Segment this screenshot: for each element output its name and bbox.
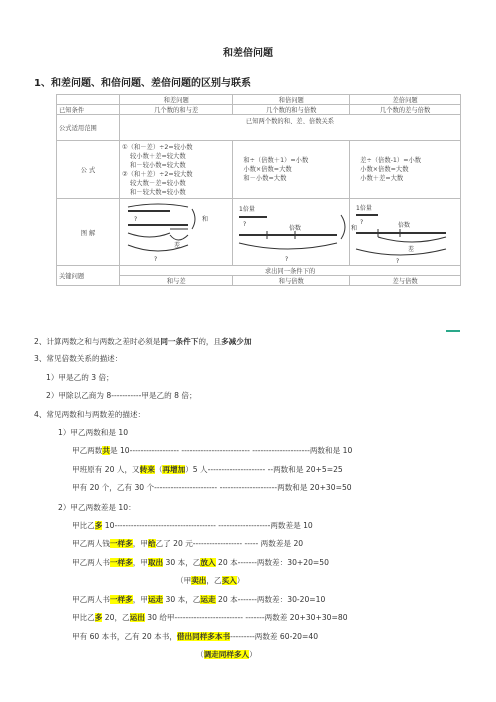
- highlight-text: 调走同样多人: [203, 650, 250, 659]
- text-span: （: [196, 650, 204, 659]
- text-span: 甲乙两人钱: [72, 539, 110, 548]
- header-hebei: 和倍问题: [233, 95, 350, 105]
- text-span: 30 给甲------------------------- -------两数差 20+30+30=80: [144, 613, 348, 622]
- header-chabei: 差倍问题: [350, 95, 461, 105]
- text-span: （: [154, 465, 163, 474]
- formula-chabei: [350, 141, 461, 199]
- bold-text: 多减少加: [221, 337, 252, 346]
- text-span: 甲乙两人书: [72, 595, 110, 604]
- diagram-chabei-q1: ?: [360, 219, 364, 226]
- text-line: [72, 464, 343, 475]
- text-line: 甲有 20 个，乙有 30 个----------------------- ---------------------两数和是 20+30=50: [72, 483, 352, 492]
- table-cell: 几个数的和与差: [120, 105, 233, 115]
- text-line: 3、常见倍数关系的描述：: [34, 354, 123, 363]
- row-label: 已知条件: [57, 105, 120, 115]
- comparison-table: [56, 94, 461, 286]
- diagram-hecha-q1: ?: [134, 216, 138, 223]
- section-heading-1: 1、和差问题、和倍问题、差倍问题的区别与联系: [34, 78, 251, 89]
- highlight-text: 卖出: [191, 576, 207, 585]
- diagram-chabei-beiliang: 1倍量: [356, 205, 372, 212]
- table-header-row: [57, 95, 461, 105]
- row-label: 关键问题: [57, 266, 120, 286]
- formula-line: 小数×倍数=大数: [360, 166, 409, 173]
- formula-line: 和－小数=大数: [243, 175, 287, 182]
- text-span: 甲比乙: [72, 521, 95, 530]
- text-line: [34, 336, 251, 347]
- formula-line: 较大数－差=较小数: [130, 179, 186, 187]
- text-line: [176, 575, 244, 586]
- diagram-hebei: [233, 199, 358, 266]
- text-span: ）: [249, 650, 257, 659]
- row-label: 图 解: [57, 199, 120, 266]
- table-row-known: [57, 105, 461, 115]
- formula-line: 和－较小数=较大数: [130, 161, 186, 169]
- diagram-hecha-cha: 差: [174, 242, 181, 249]
- highlight-text: 一样多: [109, 595, 133, 604]
- text-span: 20，乙: [102, 613, 130, 622]
- diagram-hebei-svg: [233, 199, 369, 265]
- table-cell: 差与倍数: [350, 276, 461, 286]
- text-span: ，甲: [132, 558, 148, 567]
- diagram-hecha-he: 和: [202, 216, 209, 223]
- text-span: 30 本，乙: [163, 558, 201, 567]
- text-line: [72, 445, 352, 456]
- diagram-hebei-beishu: 倍数: [289, 225, 302, 232]
- text-span: 甲班原有 20 人，又: [72, 465, 140, 474]
- diagram-chabei-cha: 差: [408, 246, 415, 253]
- text-span: ，甲: [132, 595, 148, 604]
- text-span: 乙了 20 元------------------ ----- 两数差是 20: [155, 539, 304, 548]
- highlight-text: 运走: [200, 595, 216, 604]
- diagram-hebei-he: 和: [351, 225, 358, 232]
- highlight-text: 多: [94, 613, 103, 622]
- text-span: （甲: [176, 576, 192, 585]
- text-span: 20 本-------两数差：30+20=50: [215, 558, 329, 567]
- table-row-key-top: [57, 266, 461, 276]
- text-span: 2、计算两数之和与两数之差时必须是: [34, 337, 161, 346]
- highlight-text: 运出: [129, 613, 145, 622]
- highlight-text: 给: [147, 539, 156, 548]
- table-cell: 和与差: [120, 276, 233, 286]
- diagram-hecha-q2: ?: [154, 256, 158, 263]
- formula-line: 小数＋差=大数: [360, 175, 404, 182]
- text-span: 甲比乙: [72, 613, 95, 622]
- text-span: 甲乙两数: [72, 446, 103, 455]
- highlight-text: 买入: [221, 576, 237, 585]
- formula-line: 和÷（倍数＋1）=小数: [243, 157, 309, 164]
- diagram-hebei-q1: ?: [243, 221, 247, 228]
- text-line: [72, 631, 318, 642]
- diagram-hebei-q2: ?: [285, 256, 289, 263]
- row-label: 公式适用范围: [57, 115, 120, 141]
- highlight-text: 放入: [200, 558, 216, 567]
- table-cell: 几个数的差与倍数: [350, 105, 461, 115]
- table-cell: 和与倍数: [233, 276, 350, 286]
- text-line: 1）甲乙两数和是 10: [58, 428, 129, 437]
- text-span: ）5 人--------------------- --两数和是 20+5=25: [185, 465, 343, 474]
- diagram-chabei-beishu: 倍数: [398, 222, 411, 229]
- green-marker: [446, 330, 460, 332]
- formula-line: 小数×倍数=大数: [243, 166, 292, 173]
- text-span: ）: [236, 576, 245, 585]
- page-title: 和差倍问题: [223, 48, 273, 59]
- text-span: ，甲: [132, 539, 148, 548]
- diagram-hebei-beiliang: 1倍量: [239, 206, 256, 213]
- formula-line: ②（和＋差）÷2=较大数: [122, 170, 193, 178]
- table-row-diagram: [57, 199, 461, 266]
- highlight-text: 再增加: [162, 465, 186, 474]
- text-span: 20 本-------两数差：30-20=10: [215, 595, 326, 604]
- table-row-scope: [57, 115, 461, 141]
- text-span: 甲有 60 本书，乙有 20 本书，: [72, 632, 177, 641]
- formula-line: 差÷（倍数-1）=小数: [360, 157, 422, 164]
- text-span: 30 本，乙: [163, 595, 201, 604]
- text-span: ---------两数差 60-20=40: [230, 632, 319, 641]
- text-line: 2）甲乙两数差是 10：: [58, 503, 136, 512]
- text-span: 是 10------------------ ------------------------- ---------------------两数和是 10: [109, 446, 353, 455]
- text-line: [72, 538, 303, 549]
- formula-line: 和－较大数=较小数: [130, 188, 186, 196]
- diagram-chabei-svg: [350, 199, 468, 265]
- diagram-chabei-q2: ?: [396, 258, 400, 265]
- highlight-text: 取出: [147, 558, 164, 567]
- highlight-text: 一样多: [109, 539, 133, 548]
- text-span: 10------------------------------------- -------------------两数差是 10: [102, 521, 313, 530]
- formula-hecha: [120, 141, 233, 199]
- highlight-text: 一样多: [109, 558, 133, 567]
- diagram-hecha: [120, 199, 233, 266]
- table-cell: 已知两个数的和、差、倍数关系: [120, 115, 461, 141]
- text-line: [196, 649, 257, 660]
- highlight-text: 共: [102, 446, 110, 455]
- highlight-text: 转来: [139, 465, 155, 474]
- text-line: [72, 557, 329, 568]
- table-cell: 几个数的和与倍数: [233, 105, 350, 115]
- text-line: [72, 520, 313, 531]
- formula-hebei: [233, 141, 350, 199]
- text-line: [72, 612, 348, 623]
- formula-line: 较小数＋差=较大数: [130, 152, 186, 160]
- diagram-chabei: [350, 199, 461, 266]
- text-span: 甲乙两人书: [72, 558, 110, 567]
- bold-text: 同一条件下: [160, 337, 199, 346]
- text-line: 1）甲是乙的 3 倍；: [46, 373, 114, 382]
- table-row-formula: [57, 141, 461, 199]
- text-span: 的，且: [198, 337, 222, 346]
- diagram-hecha-svg: [120, 199, 232, 265]
- highlight-text: 借出同样多本书: [176, 632, 231, 641]
- table-cell: 求出同一条件下的: [120, 266, 461, 276]
- row-label: 公 式: [57, 141, 120, 199]
- highlight-text: 运走: [147, 595, 164, 604]
- text-line: 2）甲除以乙商为 8-----------甲是乙的 8 倍；: [46, 391, 197, 400]
- header-hecha: 和差问题: [120, 95, 233, 105]
- text-line: 4、常见两数和与两数差的描述：: [34, 410, 146, 419]
- text-span: ，乙: [206, 576, 222, 585]
- formula-line: ①（和－差）÷2=较小数: [122, 143, 193, 151]
- text-line: [72, 594, 325, 605]
- highlight-text: 多: [94, 521, 103, 530]
